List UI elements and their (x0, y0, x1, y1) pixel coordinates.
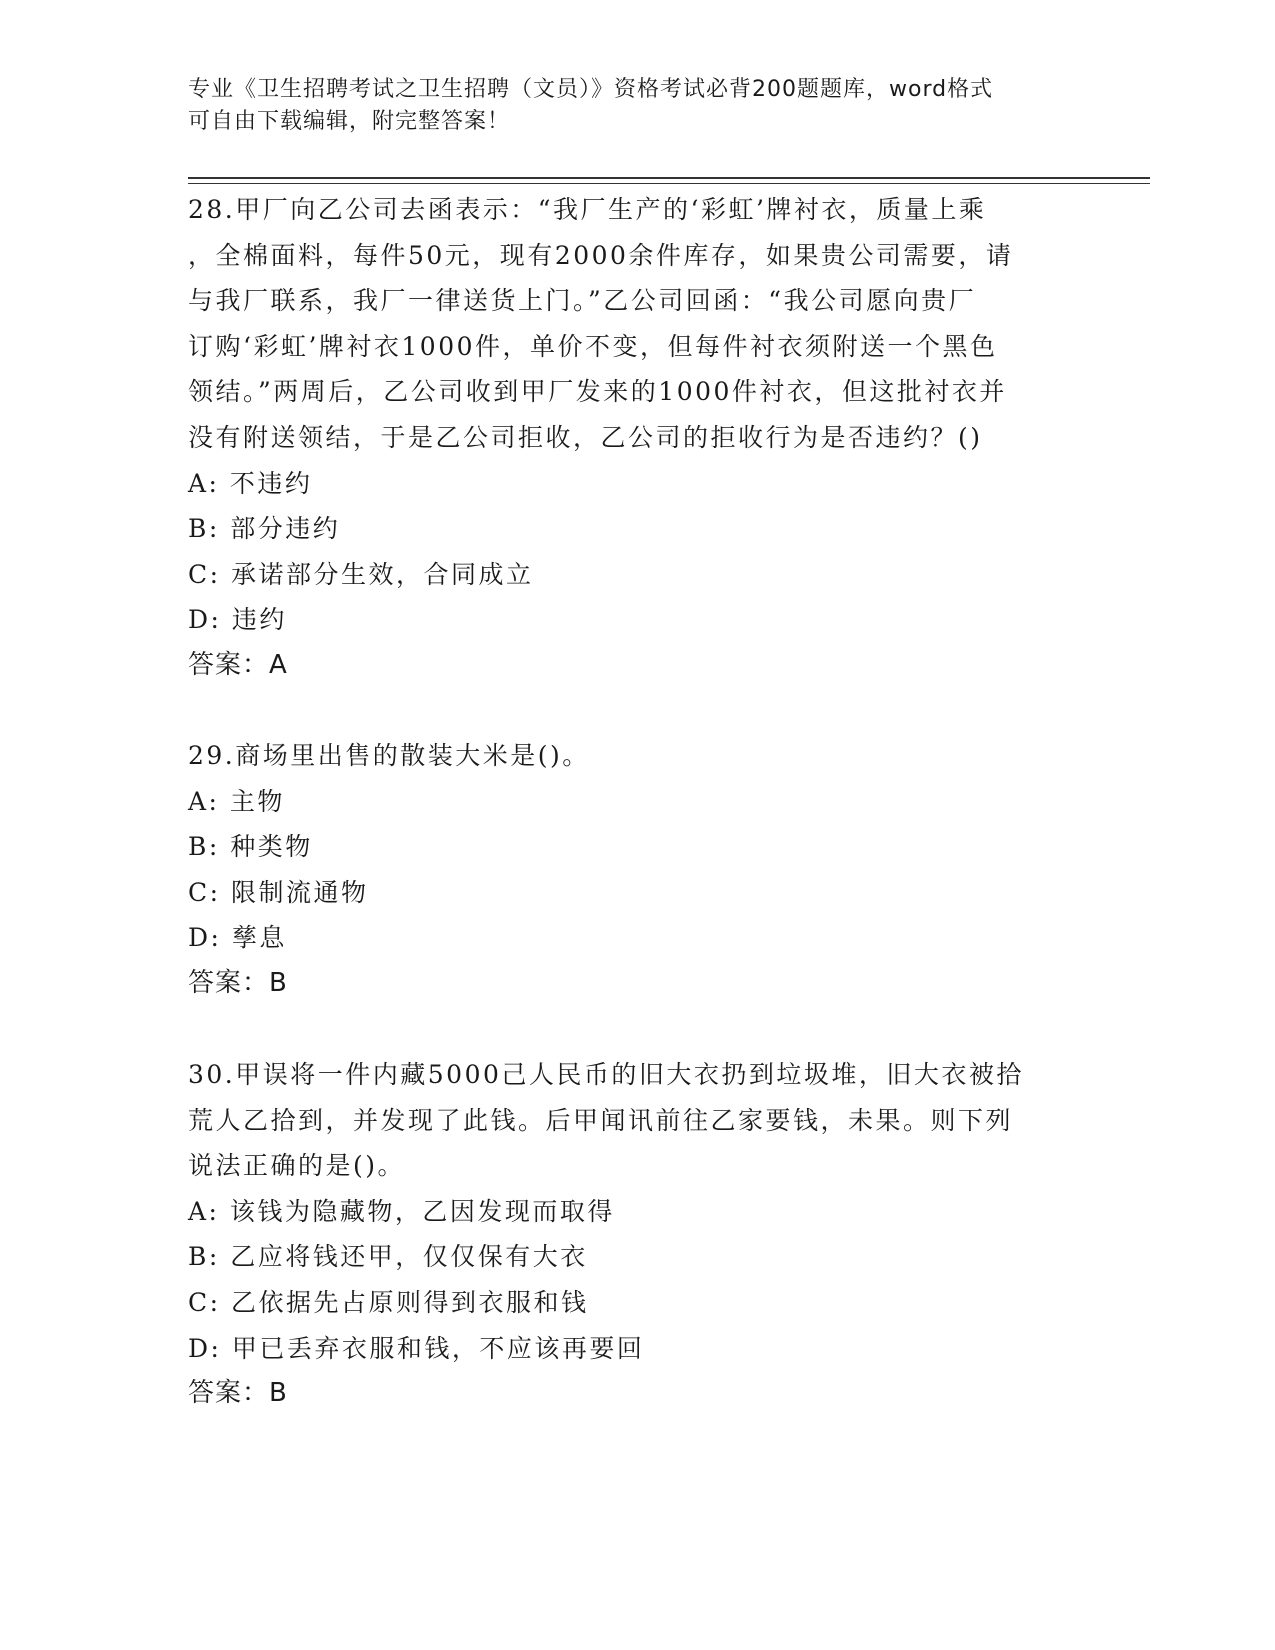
answer-key: 答案：B (188, 967, 288, 998)
document-header (188, 74, 1068, 138)
answer-key: 答案：A (188, 649, 288, 680)
question-stem-line: 订购‘彩虹’牌衬衣1000件，单价不变，但每件衬衣须附送一个黑色 (188, 331, 998, 361)
header-line-2: 可自由下载编辑，附完整答案！ (188, 109, 511, 134)
option-a: A: 不违约 (188, 468, 313, 498)
option-c: C: 限制流通物 (188, 877, 369, 907)
option-c: C: 乙依据先占原则得到衣服和钱 (188, 1287, 589, 1317)
header-divider-thin (188, 183, 1150, 184)
question-stem-line: 29.商场里出售的散装大米是()。 (188, 741, 590, 770)
option-c: C: 承诺部分生效，合同成立 (188, 559, 534, 589)
question-30 (188, 1052, 1068, 1417)
option-b: B: 乙应将钱还甲，仅仅保有大衣 (188, 1242, 588, 1272)
header-divider-thick (188, 177, 1150, 179)
answer-key: 答案：B (188, 1378, 288, 1409)
question-stem-line: 说法正确的是()。 (188, 1151, 406, 1181)
option-b: B: 部分违约 (188, 514, 341, 544)
header-line-1: 专业《卫生招聘考试之卫生招聘（文员）》资格考试必背200题题库，word格式 (188, 77, 994, 102)
question-stem-line: 28.甲厂向乙公司去函表示：“我厂生产的‘彩虹’牌衬衣，质量上乘 (188, 195, 987, 224)
option-d: D: 甲已丢弃衣服和钱，不应该再要回 (188, 1333, 645, 1363)
option-a: A: 主物 (188, 786, 285, 816)
question-stem-line: ，全棉面料，每件50元，现有2000余件库存，如果贵公司需要，请 (188, 240, 1014, 270)
question-28 (188, 187, 1068, 689)
question-stem-line: 领结。”两周后，乙公司收到甲厂发来的1000件衬衣，但这批衬衣并 (188, 377, 1007, 407)
question-stem-line: 没有附送领结，于是乙公司拒收，乙公司的拒收行为是否违约？() (188, 422, 983, 452)
option-a: A: 该钱为隐藏物，乙因发现而取得 (188, 1196, 615, 1226)
option-d: D: 违约 (188, 605, 287, 635)
question-stem-line: 与我厂联系，我厂一律送货上门。”乙公司回函：“我公司愿向贵厂 (188, 286, 977, 316)
question-29 (188, 733, 1068, 1007)
option-d: D: 孳息 (188, 923, 287, 953)
question-stem-line: 荒人乙拾到，并发现了此钱。后甲闻讯前往乙家要钱，未果。则下列 (188, 1105, 1014, 1135)
question-stem-line: 30.甲误将一件内藏5000己人民币的旧大衣扔到垃圾堆，旧大衣被拾 (188, 1060, 1024, 1089)
option-b: B: 种类物 (188, 832, 313, 862)
